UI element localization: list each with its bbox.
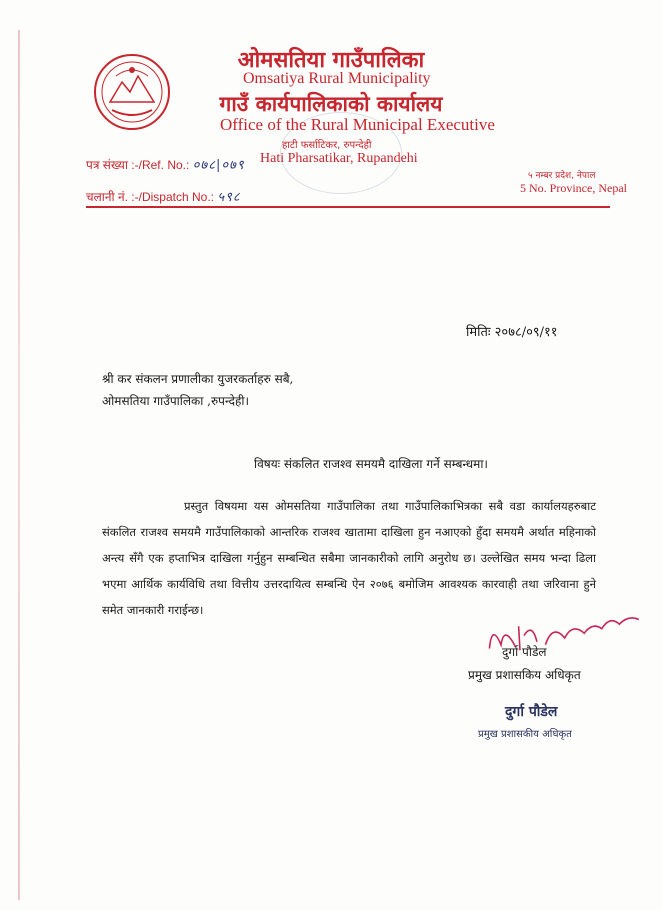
ref-label: पत्र संख्या :-/Ref. No.:	[86, 158, 190, 172]
municipality-name-en: Omsatiya Rural Municipality	[243, 70, 431, 87]
stamp-name: दुर्गा पौडेल	[505, 704, 558, 720]
ref-number	[86, 155, 245, 173]
addressee-line1: श्री कर संकलन प्रणालीका युजरकर्ताहरु सबै,	[102, 372, 294, 386]
office-name-ne: गाउँ कार्यपालिकाको कार्यालय	[219, 92, 443, 116]
place-ne: हाटी फर्साटिकर, रुपन्देही	[282, 140, 372, 151]
dispatch-label: चलानी नं. :-/Dispatch No.:	[86, 190, 214, 204]
office-name-en: Office of the Rural Municipal Executive	[220, 115, 495, 134]
province-en: 5 No. Province, Nepal	[520, 181, 627, 195]
addressee-line2: ओमसतिया गाउँपालिका ,रुपन्देही।	[102, 394, 250, 408]
dispatch-value: ५९८	[217, 190, 241, 205]
ref-value: ०७८|०७९	[192, 158, 245, 173]
signatory-name: दुर्गा पौडेल	[502, 645, 547, 659]
municipality-name-ne: ओमसतिया गाउँपालिका	[237, 48, 425, 73]
letter-subject: विषयः संकलित राजश्व समयमै दाखिला गर्ने सम्बन्धमा।	[254, 457, 488, 471]
page-edge	[18, 30, 20, 900]
province-ne: ५ नम्बर प्रदेश, नेपाल	[528, 171, 596, 181]
dispatch-number	[86, 187, 241, 205]
letter-body: प्रस्तुत विषयमा यस ओमसतिया गाउँपालिका तथा गाउँपालिकाभित्रका सबै वडा कार्यालयहरुबाट संकलित राजश्व समयमै गाउँपालिकाको आन्तरिक राजश्व खातामा दाखिला हुन नआएको हुँदा समयमै अर्थात महिनाको अन्त्य सँगै एक हप्ताभित्र दाखिला गर्नुहुन सम्बन्धित सबैमा जानकारीको लागि अनुरोध छ। उल्लेखित समय भन्दा ढिला भएमा आर्थिक कार्यविधि तथा वित्तीय उत्तरदायित्व सम्बन्धि ऐन २०७६ बमोजिम आवश्यक कारवाही तथा जरिवाना हुने समेत जानकारी गराईन्छ।	[102, 499, 596, 617]
stamp-title: प्रमुख प्रशासकीय अधिकृत	[478, 729, 572, 740]
place-en: Hati Pharsatikar, Rupandehi	[260, 151, 418, 166]
signatory-title: प्रमुख प्रशासकिय अधिकृत	[468, 668, 581, 682]
header-divider	[86, 206, 610, 208]
letter-date: मितिः २०७८/०९/११	[466, 325, 558, 340]
